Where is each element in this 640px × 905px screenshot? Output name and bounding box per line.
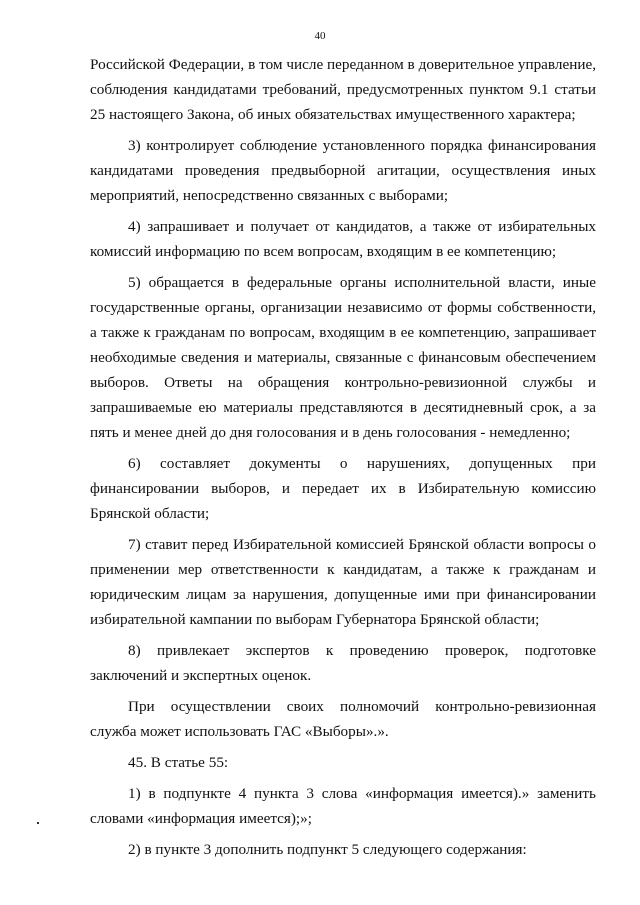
paragraph-item-5: 5) обращается в федеральные органы исполнительной власти, иные государственные органы, организации независимо от формы собственности, а также к гражданам по вопросам, входящим в ее компетенцию, запрашивает необходимые сведения и материалы, связанные с финансовым обеспечением выборов. Ответы на обращения контрольно-ревизионной службы и запрашиваемые ею материалы представляются в десятидневный срок, а за пять и менее дней до дня голосования и в день голосования - немедленно; (90, 274, 596, 441)
paragraph-continuation: Российской Федерации, в том числе переданном в доверительное управление, соблюдения кандидатами требований, предусмотренных пунктом 9.1 статьи 25 настоящего Закона, об иных обязательствах имущественного характера; (90, 56, 596, 123)
document-body (90, 52, 596, 862)
page-number: 40 (314, 30, 326, 42)
scan-speck (37, 822, 39, 824)
paragraph-amendment-2: 2) в пункте 3 дополнить подпункт 5 следующего содержания: (128, 841, 527, 858)
paragraph-item-4: 4) запрашивает и получает от кандидатов, а также от избирательных комиссий информацию по всем вопросам, входящим в ее компетенцию; (90, 218, 596, 260)
paragraph-article-55: 45. В статье 55: (128, 754, 229, 771)
paragraph-item-7: 7) ставит перед Избирательной комиссией Брянской области вопросы о применении мер ответственности к кандидатам, а также к гражданам и юридическим лицам за нарушения, допущенные ими при финансировании избирательной кампании по выборам Губернатора Брянской области; (90, 536, 596, 628)
paragraph-amendment-1: 1) в подпункте 4 пункта 3 слова «информация имеется).» заменить словами «информация имеется);»; (90, 785, 596, 827)
paragraph-powers: При осуществлении своих полномочий контрольно-ревизионная служба может использовать ГАС «Выборы».». (90, 698, 596, 740)
paragraph-item-3: 3) контролирует соблюдение установленного порядка финансирования кандидатами проведения предвыборной агитации, осуществления иных мероприятий, непосредственно связанных с выборами; (90, 137, 596, 204)
paragraph-item-6: 6) составляет документы о нарушениях, допущенных при финансировании выборов, и передает их в Избирательную комиссию Брянской области; (90, 455, 596, 522)
paragraph-item-8: 8) привлекает экспертов к проведению проверок, подготовке заключений и экспертных оценок. (90, 642, 596, 684)
